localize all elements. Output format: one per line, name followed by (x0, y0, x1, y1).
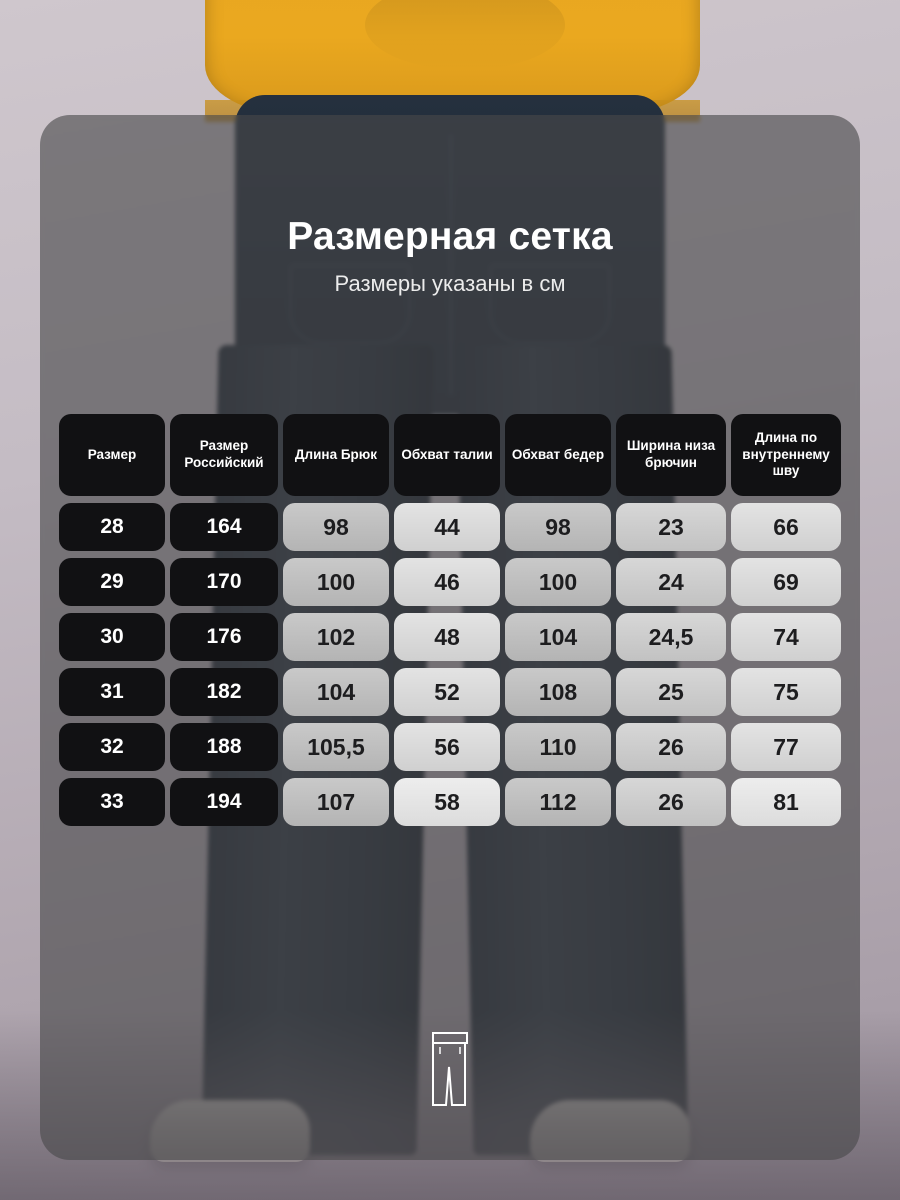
cell-size-ru: 170 (170, 558, 278, 606)
column-header-pants-length: Длина Брюк (283, 414, 389, 496)
cell-waist: 46 (394, 558, 500, 606)
cell-size-ru: 176 (170, 613, 278, 661)
cell-pants-length: 102 (283, 613, 389, 661)
table-row (59, 668, 841, 716)
cell-size: 29 (59, 558, 165, 606)
table-row (59, 613, 841, 661)
pants-icon (427, 1030, 473, 1108)
cell-waist: 52 (394, 668, 500, 716)
cell-leg-opening: 25 (616, 668, 726, 716)
table-row (59, 558, 841, 606)
cell-inseam: 81 (731, 778, 841, 826)
column-header-hips: Обхват бедер (505, 414, 611, 496)
cell-inseam: 74 (731, 613, 841, 661)
cell-leg-opening: 24 (616, 558, 726, 606)
cell-pants-length: 107 (283, 778, 389, 826)
column-header-leg-opening: Ширина низа брючин (616, 414, 726, 496)
cell-pants-length: 104 (283, 668, 389, 716)
table-row (59, 778, 841, 826)
cell-size-ru: 194 (170, 778, 278, 826)
cell-pants-length: 105,5 (283, 723, 389, 771)
cell-waist: 48 (394, 613, 500, 661)
cell-size: 28 (59, 503, 165, 551)
cell-hips: 112 (505, 778, 611, 826)
column-header-size-ru: Размер Российский (170, 414, 278, 496)
cell-waist: 56 (394, 723, 500, 771)
cell-size: 32 (59, 723, 165, 771)
cell-hips: 104 (505, 613, 611, 661)
cell-hips: 110 (505, 723, 611, 771)
page-subtitle: Размеры указаны в см (334, 271, 566, 296)
table-row (59, 723, 841, 771)
table-header-row (59, 414, 841, 496)
cell-waist: 44 (394, 503, 500, 551)
cell-size: 30 (59, 613, 165, 661)
cell-inseam: 75 (731, 668, 841, 716)
page-title: Размерная сетка (287, 215, 613, 258)
cell-leg-opening: 23 (616, 503, 726, 551)
cell-inseam: 66 (731, 503, 841, 551)
table-row (59, 503, 841, 551)
cell-size: 31 (59, 668, 165, 716)
column-header-size: Размер (59, 414, 165, 496)
size-chart-table (54, 407, 846, 833)
cell-size: 33 (59, 778, 165, 826)
size-chart-card (40, 115, 860, 1160)
cell-inseam: 77 (731, 723, 841, 771)
cell-hips: 108 (505, 668, 611, 716)
cell-size-ru: 188 (170, 723, 278, 771)
cell-leg-opening: 26 (616, 778, 726, 826)
cell-size-ru: 182 (170, 668, 278, 716)
cell-waist: 58 (394, 778, 500, 826)
cell-leg-opening: 26 (616, 723, 726, 771)
column-header-waist: Обхват талии (394, 414, 500, 496)
cell-hips: 98 (505, 503, 611, 551)
cell-leg-opening: 24,5 (616, 613, 726, 661)
cell-hips: 100 (505, 558, 611, 606)
cell-pants-length: 100 (283, 558, 389, 606)
column-header-inseam: Длина по внутреннему шву (731, 414, 841, 496)
cell-inseam: 69 (731, 558, 841, 606)
cell-pants-length: 98 (283, 503, 389, 551)
cell-size-ru: 164 (170, 503, 278, 551)
